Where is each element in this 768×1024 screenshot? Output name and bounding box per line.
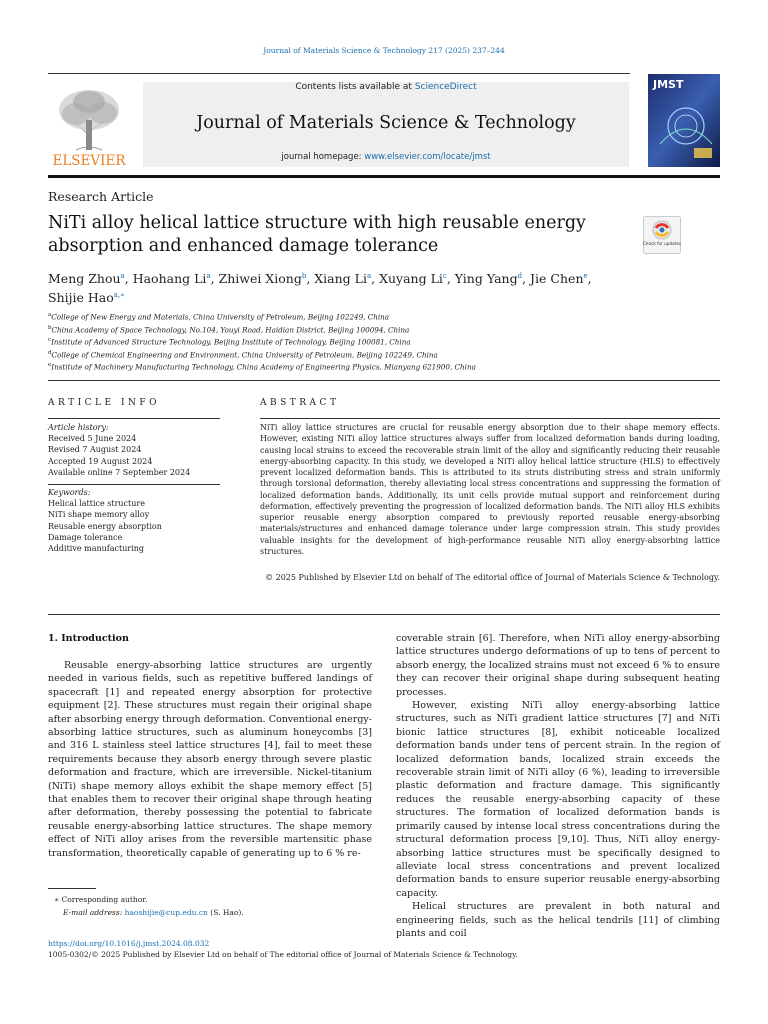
author-separator: , <box>124 271 133 286</box>
article-history <box>48 422 223 478</box>
issn-copyright-line: 1005-0302/© 2025 Published by Elsevier Ltd on behalf of The editorial office of Journal of Materials Science & Technology. <box>48 950 518 959</box>
journal-homepage-link[interactable]: www.elsevier.com/locate/jmst <box>364 152 491 162</box>
journal-cover-thumbnail[interactable] <box>648 74 720 167</box>
footnote-mark: ∗ <box>54 895 60 904</box>
body-paragraph: However, existing NiTi alloy energy-absorbing lattice structures, such as NiTi gradient lattice structures [7] and NiTi bionic lattice structures [8], exhibit noticeable localized deformation bands under tens of percent strain. In the region of localized deformation bands, localized strain exceeds the recoverable strain limit of NiTi alloy (6 %), leading to irreversible plastic deformation and fracture damage. This significantly reduces the reusable energy-absorbing capacity of these structures. The formation of localized deformation bands is primarily caused by intense local stress concentrations during the structural deformation process [9,10]. Thus, NiTi alloy energy-absorbing lattice structures must be specifically designed to alleviate local stress concentrations and prevent localized deformation bands to ensure superior reusable energy-absorbing capacity. <box>396 700 720 899</box>
author-affiliation-mark[interactable]: a <box>120 272 125 280</box>
author-separator: , <box>371 271 380 286</box>
body-paragraph: Helical structures are prevalent in both natural and engineering fields, such as the helical tendrils [11] of climbing plants and coil <box>396 901 720 939</box>
author-affiliation-mark[interactable]: b <box>301 272 307 280</box>
author-name[interactable]: Meng Zhou <box>48 271 121 286</box>
author-separator: , <box>446 271 455 286</box>
body-paragraph: coverable strain [6]. Therefore, when NiTi alloy energy-absorbing lattice structures undergo deformations of up to tens of percent to absorb energy, the localized strains must not exceed 6 % to ensure they can recover their original shape during subsequent heating processes. <box>396 633 720 698</box>
history-item: Revised 7 August 2024 <box>48 445 142 455</box>
affiliation-text: College of New Energy and Materials, China University of Petroleum, Beijing 102249, China <box>51 312 390 322</box>
keyword-item: Additive manufacturing <box>48 544 145 554</box>
author-separator: , <box>522 271 531 286</box>
contents-line <box>143 82 629 92</box>
affiliation-mark: a <box>48 312 52 318</box>
footnote-rule <box>48 888 96 889</box>
abstract-heading: ABSTRACT <box>260 398 340 408</box>
divider <box>48 380 720 381</box>
history-item: Available online 7 September 2024 <box>48 467 191 477</box>
contents-prefix: Contents lists available at <box>295 82 415 92</box>
author-affiliation-mark[interactable]: a <box>206 272 211 280</box>
affiliation-mark: e <box>48 362 52 369</box>
author-separator: , <box>306 271 315 286</box>
header-thick-rule <box>48 175 720 178</box>
affiliation-mark: c <box>48 337 52 344</box>
keyword-list <box>48 487 223 554</box>
body-column-right <box>396 632 720 940</box>
check-for-updates-badge[interactable] <box>643 216 681 254</box>
corresponding-author-footnote <box>54 893 374 919</box>
affiliation-item <box>48 335 728 348</box>
author-name[interactable]: Jie Chen <box>530 271 584 286</box>
author-email-link[interactable]: haoshijie@cup.edu.cn <box>124 908 208 917</box>
article-info-heading: ARTICLE INFO <box>48 398 161 408</box>
author-separator: , <box>210 271 219 286</box>
elsevier-wordmark: ELSEVIER <box>52 153 126 168</box>
body-column-left: Reusable energy-absorbing lattice structures are urgently needed in various fields, such as repetitive buffered landings of spacecraft [1] and repeated energy absorption for protective equipment [2]. These structures must regain their original shape after absorbing energy through deformation. Conventional energy-absorbing lattice structures, such as aluminum honeycombs [3] and 316 L stainless steel lattice structures [4], fail to meet these requirements because they absorb energy through severe plastic deformation and fracture, which are irreversible. Nickel-titanium (NiTi) shape memory alloys exhibit the shape memory effect [5] that enables them to recover their original shape through heating after deformation, thereby possessing the potential to fabricate reusable energy-absorbing lattice structures. The shape memory effect of NiTi alloy arises from the reversible martensitic phase transformation, theoretically capable of generating up to 6 % re- <box>48 660 372 859</box>
journal-cover-icon <box>648 74 720 167</box>
affiliation-item <box>48 360 728 373</box>
author-name[interactable]: Zhiwei Xiong <box>218 271 302 286</box>
abstract-text: NiTi alloy lattice structures are crucial for reusable energy absorption due to their shape memory effects. However, existing NiTi alloy lattice structures always suffer from localized deformation bands during loading, causing local strains to exceed the recoverable strain limit of the alloy and significantly reducing their reusable energy-absorbing capacity. In this study, we developed a NiTi alloy helical lattice structure (HLS) to effectively prevent localized deformation bands. This is attributed to its struts distributing stress and strain uniformly through torsional deformation, thereby alleviating local stress concentrations and suppressing the formation of localized deformation bands. Additionally, its unit cells provide mutual support and reinforcement during deformation, effectively preventing the progression of localized deformation bands. The NiTi alloy HLS exhibits superior reusable energy absorption compared to previously reported reusable energy-absorbing materials/structures and enhanced damage tolerance under large compression strain. This study provides valuable insights for the development of high-performance reusable NiTi alloy energy-absorbing lattice structures. <box>260 423 720 556</box>
affiliation-text: China Academy of Space Technology, No.104, Youyi Road, Haidian District, Beijing 100094, China <box>51 324 410 334</box>
history-item: Received 5 June 2024 <box>48 434 137 444</box>
affiliation-text: College of Chemical Engineering and Environment, China University of Petroleum, Beijing 102249, China <box>51 350 438 360</box>
affiliation-item <box>48 310 728 323</box>
section-heading-introduction: 1. Introduction <box>48 633 129 644</box>
affiliation-mark: d <box>48 349 52 356</box>
elsevier-tree-icon <box>48 80 130 168</box>
keyword-label: Keywords: <box>48 488 91 497</box>
author-affiliation-mark[interactable]: c <box>442 272 447 280</box>
elsevier-logo[interactable] <box>48 80 130 168</box>
cover-label: JMST <box>653 78 684 91</box>
affiliation-text: Institute of Advanced Structure Technology, Beijing Institute of Technology, Beijing 100081, China <box>51 337 411 347</box>
article-type: Research Article <box>48 189 154 204</box>
divider <box>48 484 220 485</box>
check-for-updates-icon <box>643 216 681 254</box>
keyword-item: NiTi shape memory alloy <box>48 510 150 520</box>
author-affiliation-mark[interactable]: a,∗ <box>113 291 125 299</box>
corresponding-label: Corresponding author. <box>61 895 148 904</box>
divider <box>48 614 720 615</box>
email-label: E-mail address: <box>63 908 125 917</box>
author-list <box>48 268 628 306</box>
homepage-line <box>143 152 629 162</box>
copyright-notice: © 2025 Published by Elsevier Ltd on behalf of The editorial office of Journal of Materials Science & Technology. <box>265 573 720 582</box>
affiliation-text: Institute of Machinery Manufacturing Technology, China Academy of Engineering Physics, Mianyang 621900, China <box>51 362 476 372</box>
divider <box>48 418 220 419</box>
homepage-prefix: journal homepage: <box>281 152 365 162</box>
keyword-item: Damage tolerance <box>48 532 123 542</box>
top-rule <box>48 73 630 74</box>
author-name[interactable]: Xuyang Li <box>379 271 443 286</box>
doi-link[interactable]: https://doi.org/10.1016/j.jmst.2024.08.032 <box>48 939 210 948</box>
author-separator: , <box>587 271 592 286</box>
author-name[interactable]: Ying Yang <box>454 271 518 286</box>
history-item: Accepted 19 August 2024 <box>48 456 153 466</box>
journal-title: Journal of Materials Science & Technology <box>196 113 576 133</box>
history-label: Article history: <box>48 423 109 432</box>
author-name[interactable]: Xiang Li <box>314 271 367 286</box>
running-head-citation[interactable]: Journal of Materials Science & Technology 217 (2025) 237–244 <box>263 46 505 55</box>
author-affiliation-mark[interactable]: e <box>583 272 588 280</box>
sciencedirect-link[interactable]: ScienceDirect <box>414 82 477 92</box>
divider <box>260 418 720 419</box>
author-affiliation-mark[interactable]: d <box>517 272 523 280</box>
email-suffix: (S. Hao). <box>207 908 244 917</box>
author-name[interactable]: Haohang Li <box>132 271 207 286</box>
affiliation-item <box>48 348 728 361</box>
author-name[interactable]: Shijie Hao <box>48 290 114 305</box>
affiliation-mark: b <box>48 324 52 331</box>
affiliation-item <box>48 323 728 336</box>
keyword-item: Reusable energy absorption <box>48 521 162 531</box>
affiliation-list <box>48 310 728 373</box>
author-affiliation-mark[interactable]: a <box>366 272 372 280</box>
keyword-item: Helical lattice structure <box>48 499 145 509</box>
check-updates-label: Check for updates <box>643 241 681 246</box>
article-title: NiTi alloy helical lattice structure with high reusable energy absorption and enhanced damage tolerance <box>48 213 586 256</box>
